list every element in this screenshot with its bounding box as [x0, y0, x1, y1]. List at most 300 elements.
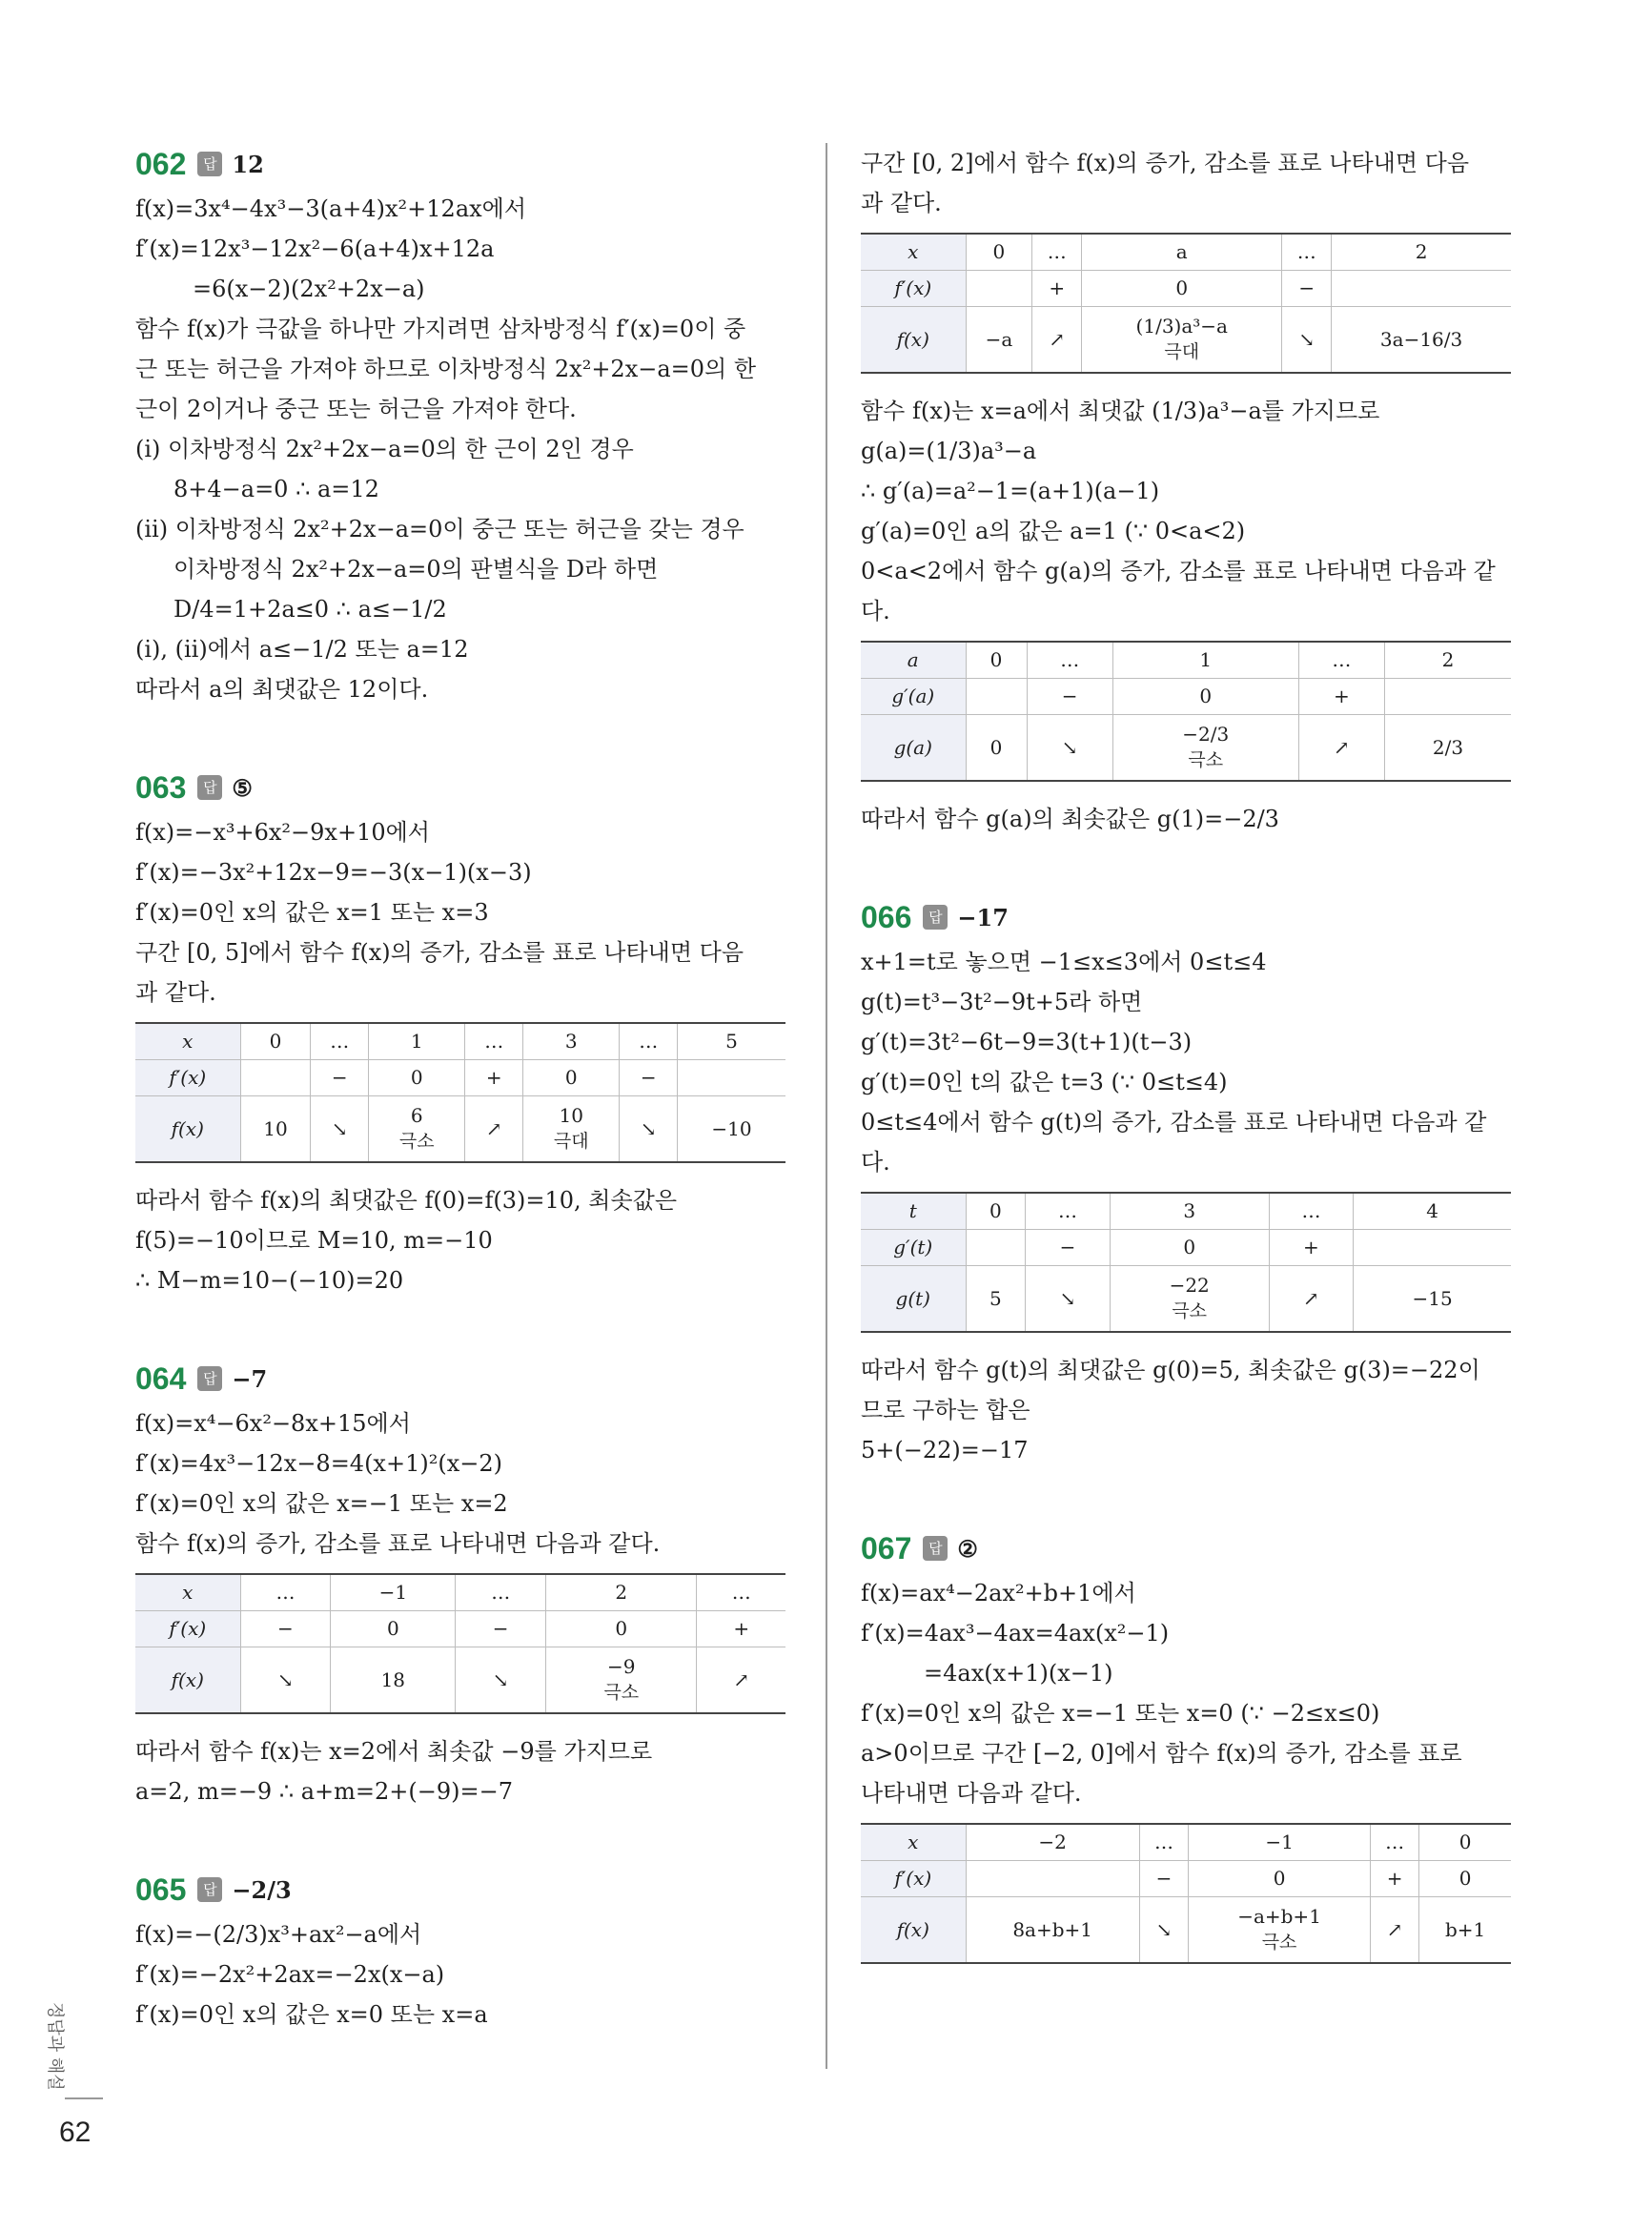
solution-line: f′(x)=0인 x의 값은 x=−1 또는 x=2	[135, 1490, 508, 1517]
cell-note: 극소	[1188, 749, 1224, 771]
table-cell	[240, 1574, 331, 1610]
table-row	[135, 1574, 785, 1610]
table-cell	[1332, 234, 1511, 270]
answer-value: ⑤	[232, 773, 253, 802]
table-cell	[1110, 1193, 1269, 1229]
cell-value: …	[639, 1030, 659, 1054]
solution-line: f(x)=x⁴−6x²−8x+15에서	[135, 1410, 411, 1437]
cell-value: ↘	[492, 1667, 509, 1691]
solution-line: 나타내면 다음과 같다.	[861, 1780, 1082, 1807]
cell-value: 0	[410, 1066, 423, 1089]
cell-value: 0	[989, 735, 1003, 759]
cell-value: 0	[1183, 1236, 1196, 1258]
table-cell	[369, 1023, 465, 1059]
table-cell	[966, 714, 1027, 781]
table-cell	[697, 1574, 785, 1610]
solution-line: g(t)=t³−3t²−9t+5라 하면	[861, 989, 1143, 1015]
table-cell	[861, 1229, 966, 1265]
solution-line: f′(x)=4ax³−4ax=4ax(x²−1)	[861, 1620, 1170, 1647]
solution-line: f′(x)=4x³−12x−8=4(x+1)²(x−2)	[135, 1450, 502, 1477]
cell-value: …	[1057, 1199, 1077, 1223]
solution-line: 함수 f(x)의 증가, 감소를 표로 나타내면 다음과 같다.	[135, 1530, 661, 1557]
problem-number: 063	[135, 769, 187, 805]
sidebar-label: 정답과 해설	[45, 2002, 65, 2091]
table-row	[861, 270, 1511, 306]
problem-number: 066	[861, 899, 912, 934]
solution-line: 므로 구하는 합은	[861, 1397, 1030, 1423]
problem-064	[135, 1358, 793, 1811]
cell-value: …	[491, 1581, 511, 1605]
answer-badge: 답	[923, 905, 948, 930]
cell-value: x	[182, 1581, 194, 1605]
answer-badge: 답	[197, 1366, 222, 1391]
cell-note: 극소	[1261, 1932, 1297, 1954]
table-cell	[311, 1059, 369, 1095]
cell-value: …	[330, 1030, 350, 1054]
table-cell	[1082, 234, 1282, 270]
solution-line: ∴ M−m=10−(−10)=20	[135, 1267, 404, 1294]
solution-line: f(x)=−x³+6x²−9x+10에서	[135, 819, 430, 846]
cell-value: 10	[263, 1116, 288, 1140]
table-row	[861, 1265, 1511, 1332]
table-cell	[861, 678, 966, 714]
table-row	[861, 1193, 1511, 1229]
cell-value: g(t)	[895, 1286, 930, 1310]
table-cell	[1269, 1193, 1353, 1229]
cell-note: 극대	[1164, 341, 1200, 363]
cell-value: f′(x)	[169, 1617, 207, 1640]
cell-value: a	[1175, 240, 1188, 264]
answer-value: ②	[957, 1534, 978, 1563]
solution-line: f(x)=3x⁴−4x³−3(a+4)x²+12ax에서	[135, 195, 527, 222]
table-cell	[1282, 234, 1332, 270]
table-cell	[1189, 1896, 1371, 1963]
table-cell	[966, 678, 1027, 714]
cell-value: 5	[989, 1286, 1002, 1310]
cell-value: 0	[989, 648, 1003, 672]
answer-badge: 답	[923, 1536, 948, 1561]
page-number: 62	[59, 2117, 92, 2148]
table-cell	[523, 1059, 620, 1095]
problem-065	[135, 1869, 793, 2035]
table-cell	[1282, 270, 1332, 306]
table-cell	[331, 1647, 456, 1713]
table-cell	[861, 714, 966, 781]
table-cell	[697, 1647, 785, 1713]
solution-line: (ⅰ) 이차방정식 2x²+2x−a=0의 한 근이 2인 경우	[135, 436, 634, 462]
table-cell	[678, 1023, 785, 1059]
cell-value: 0	[1458, 1867, 1472, 1890]
table-cell	[1354, 1229, 1511, 1265]
table-cell	[1269, 1265, 1353, 1332]
cell-value: −10	[711, 1116, 752, 1140]
table-cell	[861, 306, 966, 373]
table-cell	[331, 1610, 456, 1647]
variation-table	[135, 1022, 785, 1163]
variation-table	[861, 641, 1511, 782]
table-cell	[1139, 1824, 1188, 1860]
table-cell	[135, 1023, 240, 1059]
cell-value: ↘	[1061, 735, 1078, 759]
table-cell	[1112, 642, 1298, 678]
table-cell	[1112, 714, 1298, 781]
table-cell	[1032, 234, 1082, 270]
cell-value: 0	[1199, 685, 1213, 707]
solution-line: 따라서 함수 g(t)의 최댓값은 g(0)=5, 최솟값은 g(3)=−22이	[861, 1357, 1480, 1383]
table-row	[861, 234, 1511, 270]
solution-line: 함수 f(x)가 극값을 하나만 가지려면 삼차방정식 f′(x)=0이 중	[135, 316, 746, 342]
problem-number: 064	[135, 1361, 187, 1396]
table-cell	[456, 1574, 546, 1610]
table-cell	[1370, 1896, 1418, 1963]
table-row	[135, 1647, 785, 1713]
table-cell	[240, 1095, 311, 1162]
cell-value: 2	[1415, 240, 1428, 264]
table-row	[135, 1610, 785, 1647]
solution-line: g′(t)=0인 t의 값은 t=3 (∵ 0≤t≤4)	[861, 1069, 1228, 1095]
table-cell	[861, 270, 966, 306]
solution-line: 5+(−22)=−17	[861, 1437, 1029, 1463]
solution-line: f′(x)=0인 x의 값은 x=0 또는 x=a	[135, 2001, 488, 2028]
table-cell	[1370, 1860, 1418, 1896]
cell-value: ↘	[331, 1116, 348, 1140]
table-row	[861, 306, 1511, 373]
cell-value: 10	[559, 1104, 583, 1128]
cell-value: 0	[564, 1066, 578, 1089]
solution-line: D/4=1+2a≤0 ∴ a≤−1/2	[173, 596, 447, 623]
table-cell	[1419, 1824, 1511, 1860]
cell-value: ↗	[485, 1116, 502, 1140]
solution-line: 따라서 함수 f(x)는 x=2에서 최솟값 −9를 가지므로	[135, 1738, 653, 1765]
table-cell	[456, 1610, 546, 1647]
cell-value: g′(t)	[893, 1236, 933, 1258]
table-cell	[1026, 1193, 1110, 1229]
table-cell	[1189, 1860, 1371, 1896]
cell-value: −a	[985, 327, 1013, 351]
cell-value: 2	[615, 1581, 628, 1605]
table-cell	[369, 1059, 465, 1095]
table-row	[135, 1059, 785, 1095]
left-column	[135, 143, 793, 2092]
table-cell	[135, 1574, 240, 1610]
problem-063	[135, 767, 793, 1300]
table-cell	[678, 1095, 785, 1162]
table-cell	[1282, 306, 1332, 373]
cell-value: +	[733, 1617, 750, 1640]
solution-line: 과 같다.	[135, 979, 216, 1006]
table-cell	[966, 1193, 1026, 1229]
cell-value: 4	[1426, 1199, 1438, 1223]
solution-line: ∴ g′(a)=a²−1=(a+1)(a−1)	[861, 478, 1160, 504]
cell-value: …	[484, 1030, 504, 1054]
cell-value: 2/3	[1432, 735, 1464, 759]
table-cell	[1384, 642, 1511, 678]
solution-line: 다.	[861, 1149, 890, 1176]
solution-line: 함수 f(x)는 x=a에서 최댓값 (1/3)a³−a를 가지므로	[861, 398, 1380, 424]
table-cell	[1032, 306, 1082, 373]
cell-value: −	[331, 1066, 348, 1089]
cell-value: x	[908, 240, 919, 264]
cell-value: −	[1155, 1867, 1173, 1890]
table-cell	[135, 1610, 240, 1647]
table-cell	[1354, 1193, 1511, 1229]
table-cell	[1139, 1860, 1188, 1896]
solution-line: g′(a)=0인 a의 값은 a=1 (∵ 0<a<2)	[861, 518, 1246, 544]
table-row	[861, 714, 1511, 781]
answer-value: −7	[232, 1364, 268, 1393]
solution-line: 8+4−a=0 ∴ a=12	[173, 476, 379, 502]
cell-value: −	[492, 1617, 509, 1640]
cell-value: 6	[410, 1104, 423, 1128]
cell-value: x	[182, 1030, 194, 1054]
cell-value: 0	[992, 240, 1006, 264]
cell-value: f′(x)	[169, 1066, 207, 1089]
cell-value: 1	[1199, 648, 1213, 672]
solution-line: 따라서 함수 f(x)의 최댓값은 f(0)=f(3)=10, 최솟값은	[135, 1187, 678, 1214]
table-cell	[966, 270, 1032, 306]
problem-062	[135, 143, 793, 709]
cell-value: −	[1059, 1236, 1076, 1258]
cell-value: ↘	[1298, 327, 1315, 351]
table-cell	[678, 1059, 785, 1095]
cell-value: t	[908, 1199, 917, 1223]
cell-note: 극소	[398, 1131, 435, 1153]
cell-value: ↘	[640, 1116, 657, 1140]
cell-value: ↘	[1155, 1917, 1173, 1941]
answer-value: −17	[957, 903, 1009, 931]
cell-value: 2	[1441, 648, 1455, 672]
cell-value: g(a)	[893, 735, 932, 759]
table-cell	[240, 1023, 311, 1059]
cell-value: ↘	[1059, 1286, 1076, 1310]
cell-value: (1/3)a³−a	[1135, 315, 1228, 338]
solution-line: =4ax(x+1)(x−1)	[924, 1660, 1113, 1687]
solution-line: 이차방정식 2x²+2x−a=0의 판별식을 D라 하면	[173, 556, 659, 583]
table-cell	[456, 1647, 546, 1713]
table-cell	[1082, 270, 1282, 306]
table-row	[135, 1095, 785, 1162]
table-cell	[240, 1647, 331, 1713]
table-cell	[1298, 714, 1384, 781]
cell-note: 극대	[553, 1131, 589, 1153]
table-cell	[1110, 1265, 1269, 1332]
solution-line: f(x)=−(2/3)x³+ax²−a에서	[135, 1921, 422, 1948]
problem-header	[135, 143, 793, 185]
table-cell	[966, 234, 1032, 270]
table-cell	[861, 1824, 966, 1860]
solution-line: f′(x)=−2x²+2ax=−2x(x−a)	[135, 1961, 445, 1988]
solution-line: g′(t)=3t²−6t−9=3(t+1)(t−3)	[861, 1029, 1193, 1055]
cell-value: …	[1154, 1831, 1174, 1854]
table-cell	[465, 1059, 523, 1095]
sidebar-rule	[65, 2097, 103, 2099]
table-cell	[966, 642, 1027, 678]
table-cell	[523, 1095, 620, 1162]
table-cell	[1026, 1229, 1110, 1265]
problem-066	[861, 896, 1519, 1470]
cell-value: f(x)	[171, 1667, 204, 1691]
table-cell	[1354, 1265, 1511, 1332]
cell-value: g′(a)	[891, 685, 935, 707]
cell-value: +	[1049, 276, 1066, 299]
cell-value: 3	[1183, 1199, 1196, 1223]
cell-value: 3a−16/3	[1379, 327, 1463, 351]
cell-value: ↗	[733, 1667, 750, 1691]
table-cell	[861, 1860, 966, 1896]
table-cell	[620, 1059, 678, 1095]
table-cell	[1110, 1229, 1269, 1265]
cell-value: ↗	[1333, 735, 1350, 759]
table-cell	[1298, 642, 1384, 678]
cell-value: f′(x)	[894, 1867, 932, 1890]
cell-value: …	[275, 1581, 296, 1605]
solution-line: (ⅰ), (ⅱ)에서 a≤−1/2 또는 a=12	[135, 636, 469, 663]
table-cell	[546, 1574, 697, 1610]
cell-value: 0	[269, 1030, 282, 1054]
cell-value: …	[1332, 648, 1352, 672]
table-cell	[861, 642, 966, 678]
cell-value: −22	[1169, 1274, 1210, 1298]
problem-067	[861, 1527, 1519, 1964]
answer-badge: 답	[197, 775, 222, 800]
table-cell	[523, 1023, 620, 1059]
solution-line: x+1=t로 놓으면 −1≤x≤3에서 0≤t≤4	[861, 949, 1267, 975]
table-row	[861, 1896, 1511, 1963]
solution-line: =6(x−2)(2x²+2x−a)	[193, 276, 425, 302]
table-cell	[1112, 678, 1298, 714]
table-cell	[311, 1095, 369, 1162]
solution-line: 구간 [0, 2]에서 함수 f(x)의 증가, 감소를 표로 나타내면 다음	[861, 150, 1470, 176]
table-cell	[465, 1095, 523, 1162]
table-cell	[620, 1095, 678, 1162]
table-cell	[546, 1610, 697, 1647]
cell-value: ↗	[1303, 1286, 1319, 1310]
variation-table	[861, 1823, 1511, 1964]
cell-value: 0	[1458, 1831, 1472, 1854]
cell-value: …	[1296, 240, 1316, 264]
cell-value: −	[1298, 276, 1315, 299]
solution-line: f′(x)=0인 x의 값은 x=1 또는 x=3	[135, 899, 489, 926]
cell-value: +	[1303, 1236, 1319, 1258]
table-cell	[1384, 678, 1511, 714]
solution-line: 근이 2이거나 중근 또는 허근을 가져야 한다.	[135, 396, 577, 422]
cell-value: 0	[1273, 1867, 1286, 1890]
cell-value: 1	[410, 1030, 423, 1054]
table-cell	[1032, 270, 1082, 306]
cell-value: −	[277, 1617, 294, 1640]
cell-value: −15	[1412, 1286, 1453, 1310]
table-cell	[1384, 714, 1511, 781]
solution-line: f′(x)=0인 x의 값은 x=−1 또는 x=0 (∵ −2≤x≤0)	[861, 1700, 1380, 1727]
table-cell	[861, 1265, 966, 1332]
cell-value: 0	[1175, 276, 1189, 299]
cell-value: 3	[564, 1030, 578, 1054]
table-cell	[1332, 306, 1511, 373]
cell-value: −2/3	[1182, 723, 1230, 747]
table-cell	[240, 1059, 311, 1095]
table-cell	[1027, 642, 1112, 678]
cell-value: …	[1047, 240, 1067, 264]
table-row	[861, 1229, 1511, 1265]
cell-value: 5	[725, 1030, 738, 1054]
solution-line: 따라서 함수 g(a)의 최솟값은 g(1)=−2/3	[861, 806, 1279, 832]
cell-value: −1	[378, 1581, 408, 1605]
solution-line: g(a)=(1/3)a³−a	[861, 438, 1037, 464]
variation-table	[861, 1192, 1511, 1333]
table-cell	[546, 1647, 697, 1713]
cell-value: 0	[989, 1199, 1002, 1223]
problem-number: 062	[135, 146, 187, 181]
cell-value: −a+b+1	[1237, 1905, 1321, 1929]
problem-header	[861, 896, 1519, 938]
solution-line: 0≤t≤4에서 함수 g(t)의 증가, 감소를 표로 나타내면 다음과 같	[861, 1109, 1487, 1135]
cell-note: 극소	[1172, 1300, 1208, 1322]
table-cell	[966, 1265, 1026, 1332]
table-row	[861, 678, 1511, 714]
table-cell	[1139, 1896, 1188, 1963]
table-cell	[620, 1023, 678, 1059]
problem-header	[135, 767, 793, 808]
cell-value: 0	[615, 1617, 628, 1640]
cell-value: −	[640, 1066, 657, 1089]
table-cell	[135, 1095, 240, 1162]
cell-value: −	[1061, 685, 1078, 707]
table-cell	[369, 1095, 465, 1162]
table-cell	[135, 1647, 240, 1713]
cell-value: …	[1060, 648, 1080, 672]
table-cell	[1332, 270, 1511, 306]
solution-line: f(5)=−10이므로 M=10, m=−10	[135, 1227, 493, 1254]
table-cell	[861, 1896, 966, 1963]
table-cell	[966, 1229, 1026, 1265]
problem-header	[135, 1869, 793, 1911]
answer-value: 12	[232, 150, 264, 178]
table-cell	[1370, 1824, 1418, 1860]
table-row	[861, 1860, 1511, 1896]
answer-badge: 답	[197, 1877, 222, 1902]
table-cell	[1026, 1265, 1110, 1332]
right-column	[861, 143, 1519, 2021]
cell-value: f(x)	[896, 1917, 929, 1941]
problem-number: 067	[861, 1530, 912, 1565]
cell-value: +	[485, 1066, 502, 1089]
cell-value: ↗	[1386, 1917, 1403, 1941]
table-row	[135, 1023, 785, 1059]
problem-number: 065	[135, 1872, 187, 1907]
solution-line: 과 같다.	[861, 190, 942, 216]
solution-line: 구간 [0, 5]에서 함수 f(x)의 증가, 감소를 표로 나타내면 다음	[135, 939, 744, 966]
solution-line: f′(x)=12x³−12x²−6(a+4)x+12a	[135, 235, 495, 262]
table-cell	[1419, 1860, 1511, 1896]
cell-value: …	[731, 1581, 751, 1605]
table-cell	[1419, 1896, 1511, 1963]
table-cell	[1269, 1229, 1353, 1265]
variation-table	[135, 1573, 785, 1714]
cell-value: 0	[386, 1617, 399, 1640]
solution-line: 다.	[861, 598, 890, 624]
table-cell	[966, 1860, 1139, 1896]
cell-note: 극소	[603, 1682, 640, 1704]
cell-value: ↘	[277, 1667, 294, 1691]
solution-line: 따라서 a의 최댓값은 12이다.	[135, 676, 429, 703]
table-cell	[861, 234, 966, 270]
solution-line: f′(x)=−3x²+12x−9=−3(x−1)(x−3)	[135, 859, 532, 886]
column-divider	[826, 143, 827, 2069]
table-row	[861, 642, 1511, 678]
cell-value: −2	[1038, 1831, 1067, 1854]
cell-value: b+1	[1444, 1917, 1486, 1941]
table-cell	[311, 1023, 369, 1059]
